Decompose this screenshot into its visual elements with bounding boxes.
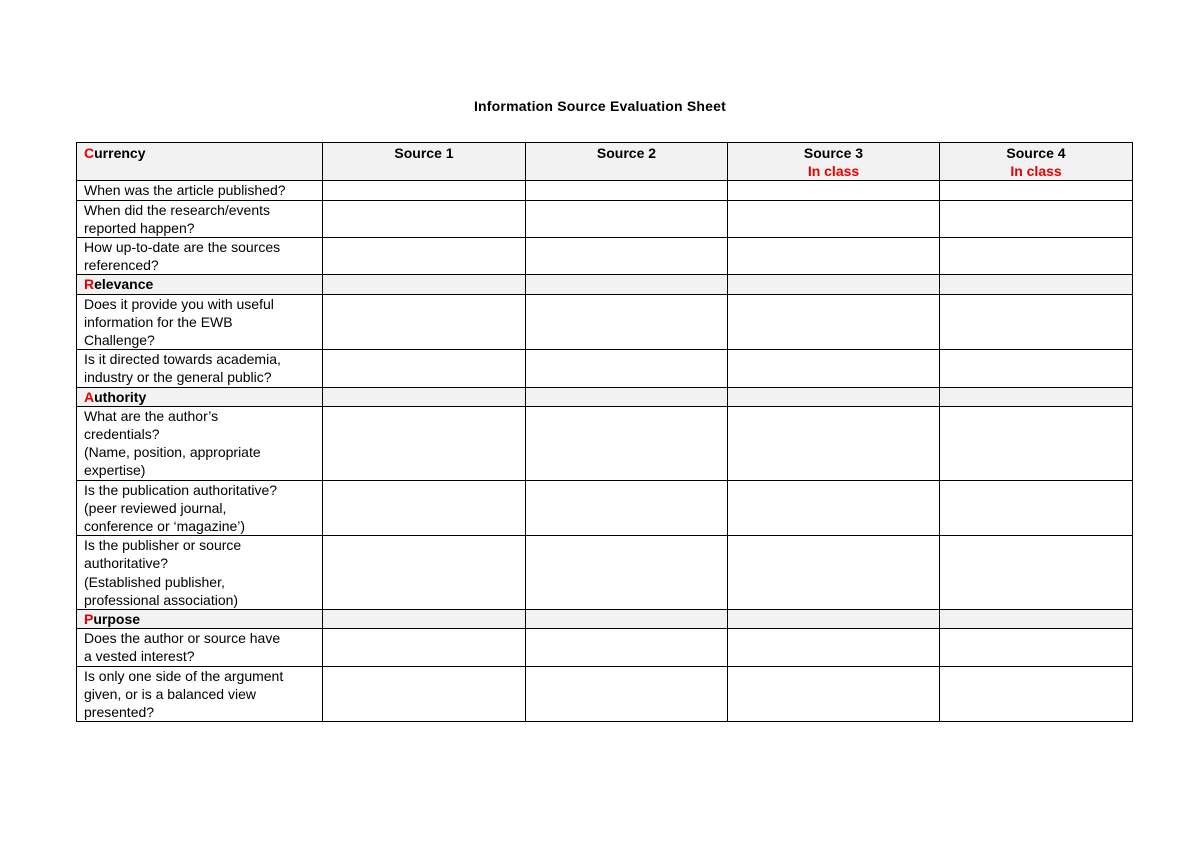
question-text [77,350,323,387]
answer-cell[interactable] [728,181,940,200]
section-name-rest: uthority [94,388,147,405]
section-filler-cell [526,387,728,406]
section-initial: P [84,611,94,628]
question-row [77,350,1133,387]
source-column-header [323,143,526,181]
answer-cell[interactable] [526,200,728,237]
answer-cell[interactable] [526,238,728,275]
answer-cell[interactable] [940,200,1133,237]
section-filler-cell [323,610,526,629]
section-filler-cell [526,610,728,629]
section-row [77,610,1133,629]
section-filler-cell [728,275,940,294]
question-line: Does the author or source have [84,630,281,647]
section-label [77,387,323,406]
header-row [77,143,1133,181]
question-line: (peer reviewed journal, [84,499,227,516]
answer-cell[interactable] [728,200,940,237]
answer-cell[interactable] [940,536,1133,610]
answer-cell[interactable] [323,666,526,722]
question-line: When was the article published? [84,182,286,199]
source-column-header [728,143,940,181]
question-row [77,200,1133,237]
question-line: (Name, position, appropriate [84,444,261,461]
section-row [77,275,1133,294]
answer-cell[interactable] [940,350,1133,387]
question-row [77,666,1133,722]
section-label [77,143,323,181]
section-filler-cell [323,275,526,294]
answer-cell[interactable] [728,406,940,480]
question-line: a vested interest? [84,648,195,665]
question-line: Is the publisher or source [84,537,242,554]
answer-cell[interactable] [323,181,526,200]
question-line: reported happen? [84,219,195,236]
answer-cell[interactable] [526,350,728,387]
answer-cell[interactable] [728,238,940,275]
section-name-rest: elevance [94,276,154,293]
question-text [77,181,323,200]
section-row [77,387,1133,406]
question-line: expertise) [84,462,146,479]
question-row [77,629,1133,666]
answer-cell[interactable] [323,629,526,666]
section-filler-cell [728,387,940,406]
answer-cell[interactable] [940,480,1133,536]
question-line: professional association) [84,591,239,608]
answer-cell[interactable] [940,406,1133,480]
answer-cell[interactable] [323,480,526,536]
question-row [77,294,1133,350]
question-line: credentials? [84,426,160,443]
question-row [77,536,1133,610]
answer-cell[interactable] [526,629,728,666]
question-line: Is the publication authoritative? [84,481,278,498]
answer-cell[interactable] [526,294,728,350]
question-line: given, or is a balanced view [84,685,256,702]
section-initial: C [84,145,95,161]
source-label: Source 3 [803,145,864,161]
question-text [77,480,323,536]
question-text [77,666,323,722]
source-label: Source 2 [596,145,657,161]
question-line: (Established publisher, [84,573,225,590]
answer-cell[interactable] [323,350,526,387]
question-row [77,238,1133,275]
question-text [77,200,323,237]
answer-cell[interactable] [323,238,526,275]
question-line: referenced? [84,257,159,274]
question-line: authoritative? [84,555,169,572]
section-name-rest: urpose [93,611,141,628]
answer-cell[interactable] [728,629,940,666]
answer-cell[interactable] [728,350,940,387]
question-line: What are the author’s [84,407,219,424]
section-filler-cell [728,610,940,629]
answer-cell[interactable] [526,536,728,610]
section-initial: R [84,276,95,293]
question-line: conference or ‘magazine’) [84,518,246,535]
source-column-header [526,143,728,181]
answer-cell[interactable] [526,480,728,536]
section-filler-cell [940,275,1133,294]
section-label [77,610,323,629]
answer-cell[interactable] [940,629,1133,666]
section-filler-cell [323,387,526,406]
section-initial: A [84,388,95,405]
answer-cell[interactable] [728,294,940,350]
answer-cell[interactable] [940,238,1133,275]
source-label: Source 1 [394,145,454,161]
answer-cell[interactable] [323,294,526,350]
answer-cell[interactable] [323,406,526,480]
section-name-rest: urrency [94,145,146,161]
evaluation-table [76,142,1133,722]
in-class-note: In class [1010,163,1062,180]
answer-cell[interactable] [526,406,728,480]
question-line: presented? [84,704,155,721]
question-line: Is it directed towards academia, [84,351,281,368]
answer-cell[interactable] [940,294,1133,350]
question-line: information for the EWB [84,313,233,330]
answer-cell[interactable] [323,200,526,237]
answer-cell[interactable] [728,480,940,536]
answer-cell[interactable] [526,666,728,722]
source-column-header [940,143,1133,181]
question-row [77,181,1133,200]
question-line: How up-to-date are the sources [84,239,281,256]
question-line: Challenge? [84,332,155,349]
question-line: Is only one side of the argument [84,667,284,684]
section-filler-cell [940,387,1133,406]
question-row [77,406,1133,480]
answer-cell[interactable] [526,181,728,200]
question-text [77,406,323,480]
source-label: Source 4 [1006,145,1066,161]
question-line: When did the research/events [84,201,270,218]
answer-cell[interactable] [728,666,940,722]
question-row [77,480,1133,536]
answer-cell[interactable] [728,536,940,610]
question-text [77,629,323,666]
question-line: industry or the general public? [84,369,272,386]
question-text [77,536,323,610]
answer-cell[interactable] [323,536,526,610]
question-line: Does it provide you with useful [84,295,274,312]
question-text [77,294,323,350]
section-filler-cell [940,610,1133,629]
sheet-title: Information Source Evaluation Sheet [473,98,727,114]
question-text [77,238,323,275]
in-class-note: In class [807,163,860,180]
answer-cell[interactable] [940,666,1133,722]
section-label [77,275,323,294]
section-filler-cell [526,275,728,294]
answer-cell[interactable] [940,181,1133,200]
